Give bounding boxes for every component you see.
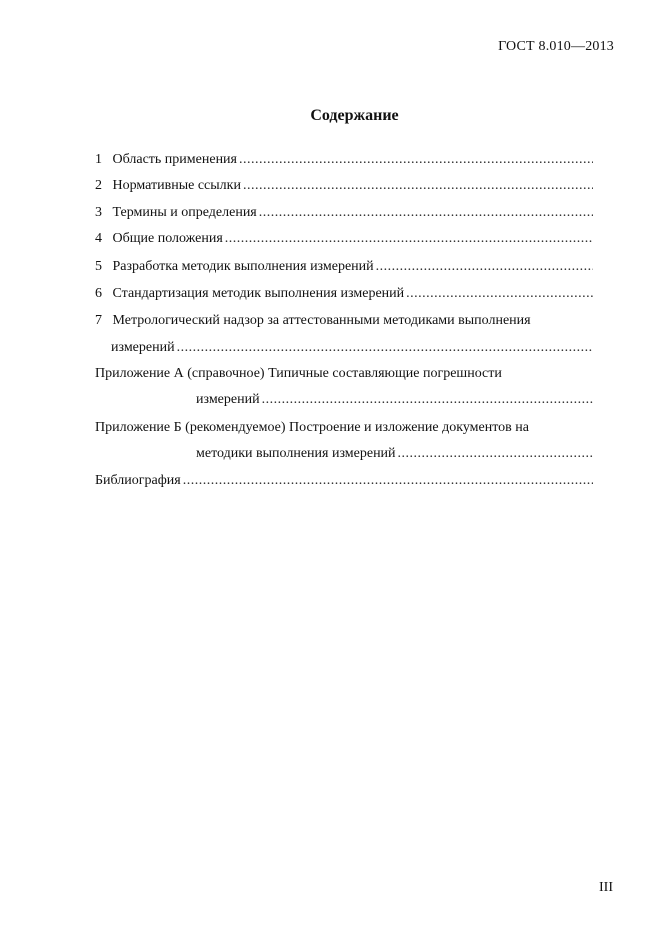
toc-item-label: Общие положения [112,231,223,246]
toc-item-7-line1[interactable] [95,312,531,330]
dot-leader [243,177,593,195]
dot-leader [183,472,593,490]
dot-leader [262,391,593,409]
toc-item-number: 4 [95,231,102,246]
dot-leader [259,204,593,222]
appendix-a-line2[interactable] [196,391,595,409]
dot-leader [406,285,593,303]
toc-item-6[interactable] [95,285,595,303]
toc-item-label: Стандартизация методик выполнения измерений [112,286,405,301]
dot-leader [225,230,593,248]
toc-item-number: 7 [95,313,102,328]
dot-leader [239,151,593,169]
appendix-b-line1[interactable]: Приложение Б (рекомендуемое) Построение и изложение документов на [95,420,529,435]
toc-item-label: Разработка методик выполнения измерений [112,259,374,274]
toc-item-3[interactable] [95,204,595,222]
toc-item-label: Область применения [112,152,237,167]
toc-item-4[interactable] [95,230,595,248]
appendix-a-line1[interactable]: Приложение А (справочное) Типичные составляющие погрешности [95,366,502,381]
toc-item-label: измерений [111,340,175,355]
dot-leader [177,339,593,357]
toc-item-number: 1 [95,152,102,167]
toc-item-7-line2[interactable] [111,339,595,357]
appendix-label: измерений [196,392,260,407]
toc-item-label: Метрологический надзор за аттестованными методиками выполнения [112,313,531,328]
toc-item-1[interactable] [95,151,595,169]
toc-item-label: Термины и определения [112,205,257,220]
dot-leader [376,258,593,276]
appendix-label: методики выполнения измерений [196,446,396,461]
document-code-header: ГОСТ 8.010—2013 [498,39,614,54]
page-number: III [599,880,613,895]
toc-item-number: 2 [95,178,102,193]
toc-item-label: Нормативные ссылки [112,178,241,193]
toc-bibliography[interactable] [95,472,595,490]
toc-item-2[interactable] [95,177,595,195]
toc-item-number: 3 [95,205,102,220]
bibliography-label: Библиография [95,473,181,488]
page-title: Содержание [310,107,399,124]
appendix-b-line2[interactable] [196,445,595,463]
toc-item-number: 5 [95,259,102,274]
toc-item-number: 6 [95,286,102,301]
toc-item-5[interactable] [95,258,595,276]
dot-leader [398,445,593,463]
